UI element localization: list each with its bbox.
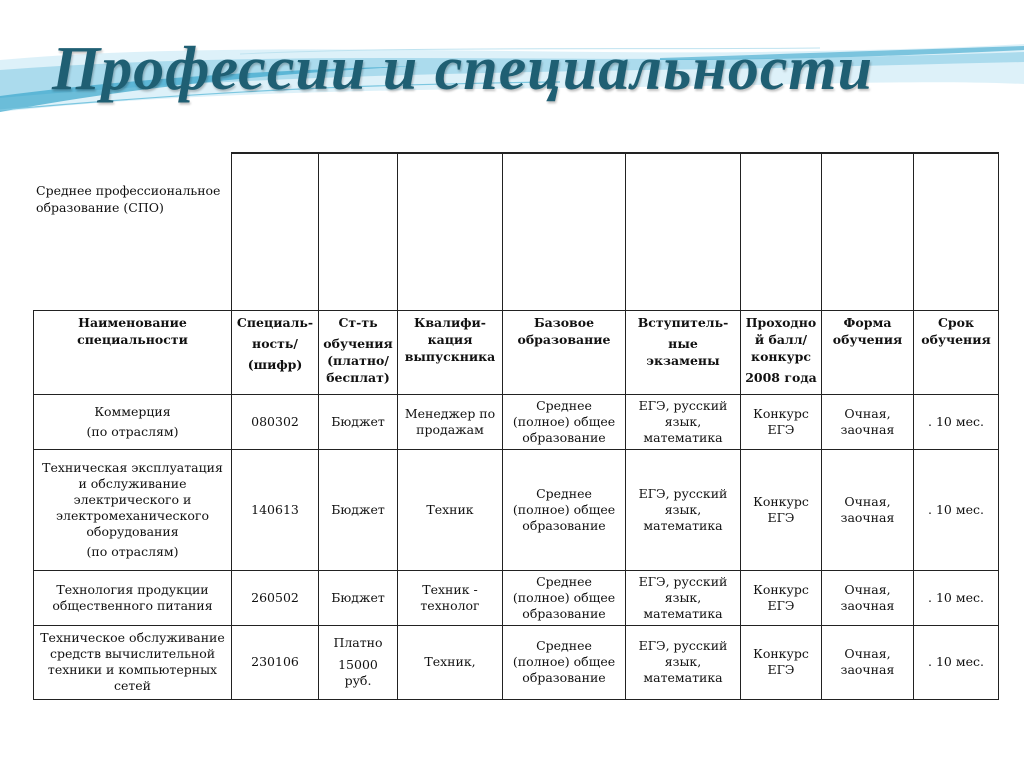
qualification: Техник - технолог: [398, 570, 503, 625]
entrance-exams: ЕГЭ, русский язык, математика: [626, 625, 741, 699]
study-cost: Бюджет: [319, 449, 398, 570]
blank-cell: [319, 153, 398, 310]
qualification: Менеджер по продажам: [398, 394, 503, 449]
entrance-exams: ЕГЭ, русский язык, математика: [626, 449, 741, 570]
specialty-code: 080302: [232, 394, 319, 449]
base-education: Среднее (полное) общее образование: [503, 570, 626, 625]
spo-heading: Среднее профессиональное образование (СПО): [36, 183, 221, 215]
base-education: Среднее (полное) общее образование: [503, 625, 626, 699]
blank-cell: [914, 153, 999, 310]
table-row: [34, 570, 999, 625]
header-exams: Вступитель- ные экзамены: [626, 310, 741, 394]
specialties-table: [33, 152, 999, 700]
study-term: . 10 мес.: [914, 449, 999, 570]
blank-cell: [398, 153, 503, 310]
specialty-name: Техническое обслуживание средств вычислительной техники и компьютерных сетей: [34, 625, 232, 699]
header-cost: Ст-ть обучения (платно/ бесплат): [319, 310, 398, 394]
blank-cell: [741, 153, 822, 310]
passing-score: Конкурс ЕГЭ: [741, 570, 822, 625]
column-header-row: [34, 310, 999, 394]
entrance-exams: ЕГЭ, русский язык, математика: [626, 570, 741, 625]
blank-cell: [232, 153, 319, 310]
blank-header-row: [34, 153, 999, 310]
specialty-name: Техническая эксплуатация и обслуживание электрического и электромеханического оборудования (по отраслям): [34, 449, 232, 570]
study-form: Очная, заочная: [822, 394, 914, 449]
base-education: Среднее (полное) общее образование: [503, 394, 626, 449]
specialty-code: 260502: [232, 570, 319, 625]
header-qualification: Квалифи-кация выпускника: [398, 310, 503, 394]
entrance-exams: ЕГЭ, русский язык, математика: [626, 394, 741, 449]
study-term: . 10 мес.: [914, 570, 999, 625]
header-base-education: Базовое образование: [503, 310, 626, 394]
specialty-name: Технология продукции общественного питания: [34, 570, 232, 625]
study-term: . 10 мес.: [914, 625, 999, 699]
specialty-code: 230106: [232, 625, 319, 699]
passing-score: Конкурс ЕГЭ: [741, 625, 822, 699]
passing-score: Конкурс ЕГЭ: [741, 449, 822, 570]
page-title: Профессии и специальности: [52, 35, 874, 103]
study-term: . 10 мес.: [914, 394, 999, 449]
study-form: Очная, заочная: [822, 625, 914, 699]
header-passing-score: Проходно й балл/ конкурс 2008 года: [741, 310, 822, 394]
qualification: Техник,: [398, 625, 503, 699]
study-cost: Платно 15000 руб.: [319, 625, 398, 699]
header-study-form: Форма обучения: [822, 310, 914, 394]
table-row: [34, 394, 999, 449]
base-education: Среднее (полное) общее образование: [503, 449, 626, 570]
specialty-name: Коммерция (по отраслям): [34, 394, 232, 449]
header-study-term: Срок обучения: [914, 310, 999, 394]
spo-cell: [34, 153, 232, 310]
study-form: Очная, заочная: [822, 449, 914, 570]
table-row: [34, 449, 999, 570]
header-name: Наименование специальности: [34, 310, 232, 394]
header-code: Специаль- ность/ (шифр): [232, 310, 319, 394]
passing-score: Конкурс ЕГЭ: [741, 394, 822, 449]
study-cost: Бюджет: [319, 394, 398, 449]
blank-cell: [503, 153, 626, 310]
blank-cell: [626, 153, 741, 310]
specialty-code: 140613: [232, 449, 319, 570]
study-form: Очная, заочная: [822, 570, 914, 625]
qualification: Техник: [398, 449, 503, 570]
table-row: [34, 625, 999, 699]
study-cost: Бюджет: [319, 570, 398, 625]
blank-cell: [822, 153, 914, 310]
